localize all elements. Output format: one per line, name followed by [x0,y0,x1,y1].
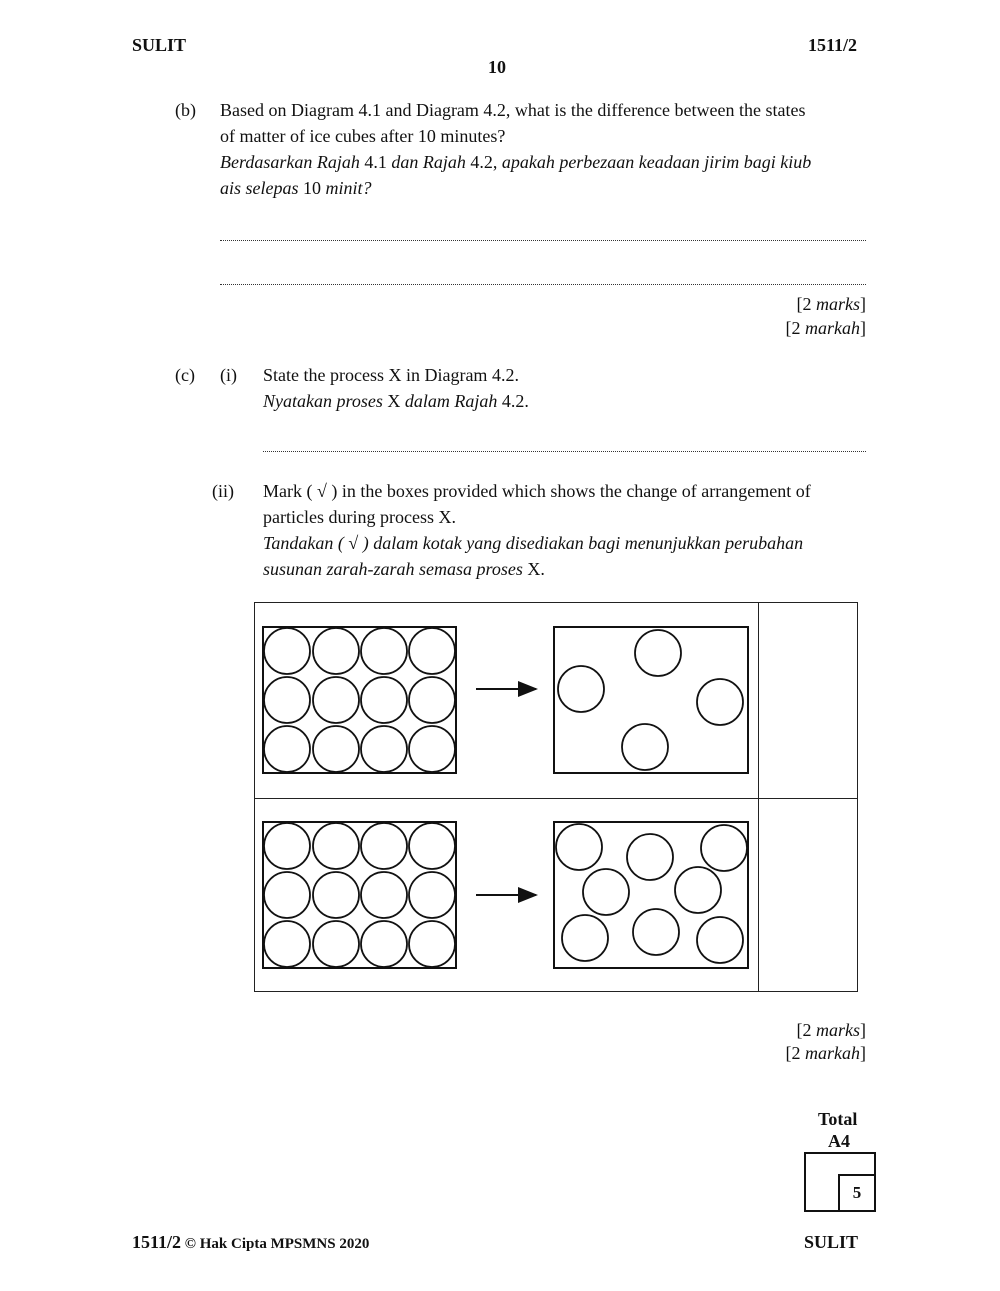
tick-box-option-2[interactable] [760,800,857,991]
marks-close: ] [860,1043,866,1063]
total-score-value: 5 [838,1174,876,1212]
marks-close: ] [860,318,866,338]
question-b-label: (b) [175,100,196,120]
marks-close: ] [860,1020,866,1040]
header-sulit: SULIT [132,35,187,55]
question-c-ii-ms-line2 [263,556,545,582]
question-b-ms-line1 [220,149,811,175]
answer-line-b2[interactable] [220,284,866,285]
answer-line-b1[interactable] [220,240,866,241]
option-2-liquid-diagram [554,822,748,968]
question-c-label: (c) [175,365,195,385]
ms-text: Berdasarkan Rajah [220,152,360,172]
marks-word: markah [805,1043,860,1063]
question-c-i-label: (i) [220,365,237,385]
ms-text: ais selepas [220,178,299,198]
ms-text: Tandakan [263,533,334,553]
option-1-gas-diagram [554,627,748,773]
tick-box-option-1[interactable] [760,604,857,797]
question-b-en-line2: of matter of ice cubes after 10 minutes? [220,126,506,146]
ms-text: minit? [325,178,372,198]
question-c-ii-ms-line1 [263,530,803,556]
ms-num: 4.2. [497,391,529,411]
question-b-marks-ms [786,315,867,341]
ms-text: dalam Rajah [404,391,498,411]
question-c-i-ms [263,388,529,414]
ms-x: X. [522,559,545,579]
marks-word: marks [816,1020,860,1040]
table-divider-vertical [758,602,759,992]
total-label: Total [818,1109,858,1129]
marks-word: marks [816,294,860,314]
question-c-ii-label: (ii) [212,481,234,501]
ms-text: susunan zarah-zarah semasa proses [263,559,523,579]
question-b-marks-en [797,291,867,317]
marks-open: [2 [796,294,816,314]
ms-num: 10 [298,178,326,198]
ms-num: X [382,391,405,411]
question-c-ii-marks-ms [786,1040,867,1066]
footer-copyright-text: © Hak Cipta MPSMNS 2020 [181,1236,370,1252]
marks-word: markah [805,318,860,338]
marks-close: ] [860,294,866,314]
header-paper-code: 1511/2 [808,35,858,55]
page-number: 10 [488,57,506,77]
question-b-ms-line2 [220,175,372,201]
question-c-ii-en-line2: particles during process X. [263,507,456,527]
marks-open: [2 [785,318,805,338]
question-c-i-en: State the process X in Diagram 4.2. [263,365,519,385]
ms-num: 4.1 [359,152,392,172]
question-c-ii-en-line1: Mark ( √ ) in the boxes provided which shows the change of arrangement of [263,481,811,501]
ms-text: dalam kotak yang disediakan bagi menunjukkan perubahan [373,533,804,553]
option-2-solid-diagram [263,822,456,968]
question-b-en-line1: Based on Diagram 4.1 and Diagram 4.2, what is the difference between the states [220,100,806,120]
footer-paper-code: 1511/2 [132,1232,182,1252]
footer-copyright [132,1229,369,1257]
answer-line-c-i[interactable] [263,451,866,452]
marks-open: [2 [785,1043,805,1063]
ms-text: Nyatakan proses [263,391,383,411]
ms-num: 4.2, [465,152,502,172]
marks-open: [2 [796,1020,816,1040]
particle-diagrams [254,602,758,992]
ms-text: apakah perbezaan keadaan jirim bagi kiub [501,152,812,172]
footer-sulit: SULIT [804,1232,859,1252]
total-section-label: A4 [828,1131,850,1151]
option-1-solid-diagram [263,627,456,773]
ms-text: dan Rajah [391,152,466,172]
ms-tick: ( √ ) [333,533,374,553]
